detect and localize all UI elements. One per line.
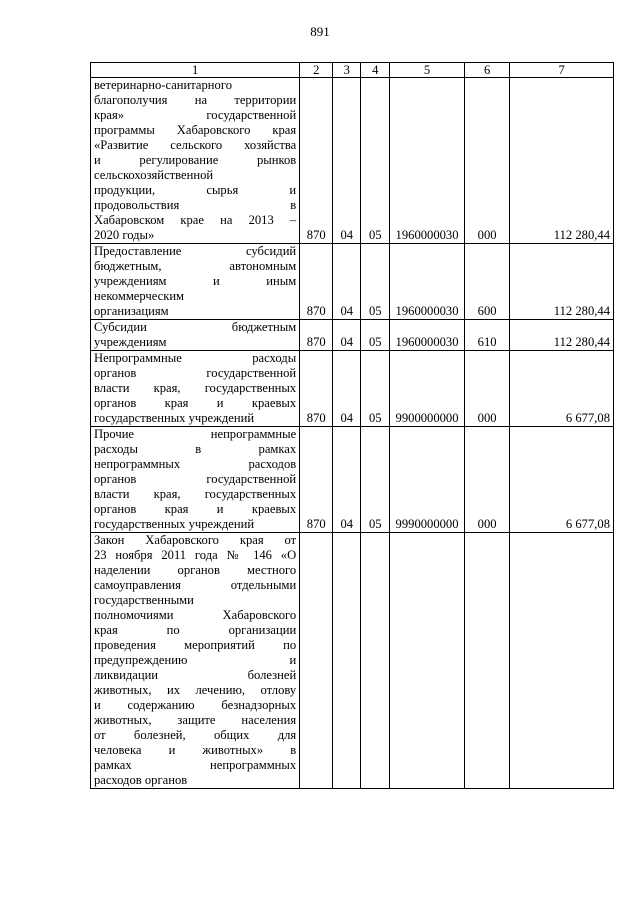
description-line: рамках непрограммных: [94, 758, 297, 772]
description-line: органов края и краевых: [94, 396, 297, 410]
description-line: Закон Хабаровского края от: [94, 533, 297, 547]
table-row: [91, 78, 614, 244]
expense-type-code: [464, 533, 510, 789]
grbs-code: 870: [300, 244, 333, 320]
table-row: [91, 533, 614, 789]
header-col-2: 2: [300, 63, 333, 78]
grbs-code: 870: [300, 427, 333, 533]
expense-type-code: 000: [464, 78, 510, 244]
expense-type-code: 000: [464, 427, 510, 533]
grbs-code: 870: [300, 351, 333, 427]
description-line: ветеринарно-санитарного: [94, 78, 232, 92]
description-line: Прочие непрограммные: [94, 427, 297, 441]
description-line: органов государственной: [94, 366, 297, 380]
section-code: 04: [333, 78, 361, 244]
subsection-code: 05: [361, 427, 390, 533]
description-line: проведения мероприятий по: [94, 638, 297, 652]
subsection-code: 05: [361, 244, 390, 320]
table-row: [91, 351, 614, 427]
description-line: наделении органов местного: [94, 563, 297, 577]
description-line: животных, защите населения: [94, 713, 297, 727]
description-line: расходы в рамках: [94, 442, 297, 456]
description-line: государственных учреждений: [94, 517, 255, 531]
row-description: [91, 533, 300, 789]
target-item-code: 9900000000: [390, 351, 465, 427]
subsection-code: 05: [361, 320, 390, 351]
description-line: продовольствия в: [94, 198, 297, 212]
section-code: 04: [333, 427, 361, 533]
header-row: [91, 63, 614, 78]
budget-table: [90, 62, 614, 789]
subsection-code: [361, 533, 390, 789]
row-description: [91, 244, 300, 320]
description-line: бюджетным, автономным: [94, 259, 297, 273]
description-line: благополучия на территории: [94, 93, 297, 107]
section-code: [333, 533, 361, 789]
subsection-code: 05: [361, 78, 390, 244]
row-description: [91, 351, 300, 427]
description-line: «Развитие сельского хозяйства: [94, 138, 297, 152]
header-col-1: 1: [91, 63, 300, 78]
header-col-3: 3: [333, 63, 361, 78]
amount-value: 6 677,08: [510, 427, 614, 533]
description-line: полномочиями Хабаровского: [94, 608, 297, 622]
description-line: государственных учреждений: [94, 411, 255, 425]
description-line: 23 ноября 2011 года № 146 «О: [94, 548, 297, 562]
header-col-5: 5: [390, 63, 465, 78]
description-line: государственными: [94, 593, 194, 607]
description-line: расходов органов: [94, 773, 188, 787]
description-line: сельскохозяйственной: [94, 168, 214, 182]
table-row: [91, 427, 614, 533]
description-line: учреждениям и иным: [94, 274, 297, 288]
description-line: органов края и краевых: [94, 502, 297, 516]
description-line: человека и животных» в: [94, 743, 297, 757]
description-line: края» государственной: [94, 108, 297, 122]
description-line: некоммерческим: [94, 289, 185, 303]
description-line: власти края, государственных: [94, 487, 297, 501]
row-description: [91, 78, 300, 244]
table-row: [91, 244, 614, 320]
grbs-code: [300, 533, 333, 789]
row-description: [91, 320, 300, 351]
description-line: животных, их лечению, отлову: [94, 683, 297, 697]
description-line: непрограммных расходов: [94, 457, 297, 471]
description-line: власти края, государственных: [94, 381, 297, 395]
description-line: самоуправления отдельными: [94, 578, 297, 592]
description-line: программы Хабаровского края: [94, 123, 297, 137]
grbs-code: 870: [300, 320, 333, 351]
amount-value: [510, 533, 614, 789]
description-line: и регулирование рынков: [94, 153, 297, 167]
expense-type-code: 610: [464, 320, 510, 351]
description-line: Хабаровском крае на 2013 –: [94, 213, 297, 227]
section-code: 04: [333, 320, 361, 351]
subsection-code: 05: [361, 351, 390, 427]
description-line: предупреждению и: [94, 653, 297, 667]
amount-value: 112 280,44: [510, 244, 614, 320]
target-item-code: [390, 533, 465, 789]
table-row: [91, 320, 614, 351]
description-line: Предоставление субсидий: [94, 244, 297, 258]
description-line: края по организации: [94, 623, 297, 637]
description-line: Непрограммные расходы: [94, 351, 297, 365]
target-item-code: 1960000030: [390, 78, 465, 244]
section-code: 04: [333, 244, 361, 320]
amount-value: 112 280,44: [510, 320, 614, 351]
description-line: и содержанию безнадзорных: [94, 698, 297, 712]
description-line: от болезней, общих для: [94, 728, 297, 742]
header-col-6: 6: [464, 63, 510, 78]
description-line: продукции, сырья и: [94, 183, 297, 197]
description-line: органов государственной: [94, 472, 297, 486]
description-line: организациям: [94, 304, 169, 318]
row-description: [91, 427, 300, 533]
description-line: 2020 годы»: [94, 228, 155, 242]
amount-value: 112 280,44: [510, 78, 614, 244]
expense-type-code: 600: [464, 244, 510, 320]
header-col-4: 4: [361, 63, 390, 78]
page-number: 891: [310, 24, 330, 39]
amount-value: 6 677,08: [510, 351, 614, 427]
description-line: Субсидии бюджетным: [94, 320, 297, 334]
target-item-code: 1960000030: [390, 244, 465, 320]
section-code: 04: [333, 351, 361, 427]
grbs-code: 870: [300, 78, 333, 244]
expense-type-code: 000: [464, 351, 510, 427]
header-col-7: 7: [510, 63, 614, 78]
description-line: ликвидации болезней: [94, 668, 297, 682]
target-item-code: 9990000000: [390, 427, 465, 533]
description-line: учреждениям: [94, 335, 167, 349]
target-item-code: 1960000030: [390, 320, 465, 351]
